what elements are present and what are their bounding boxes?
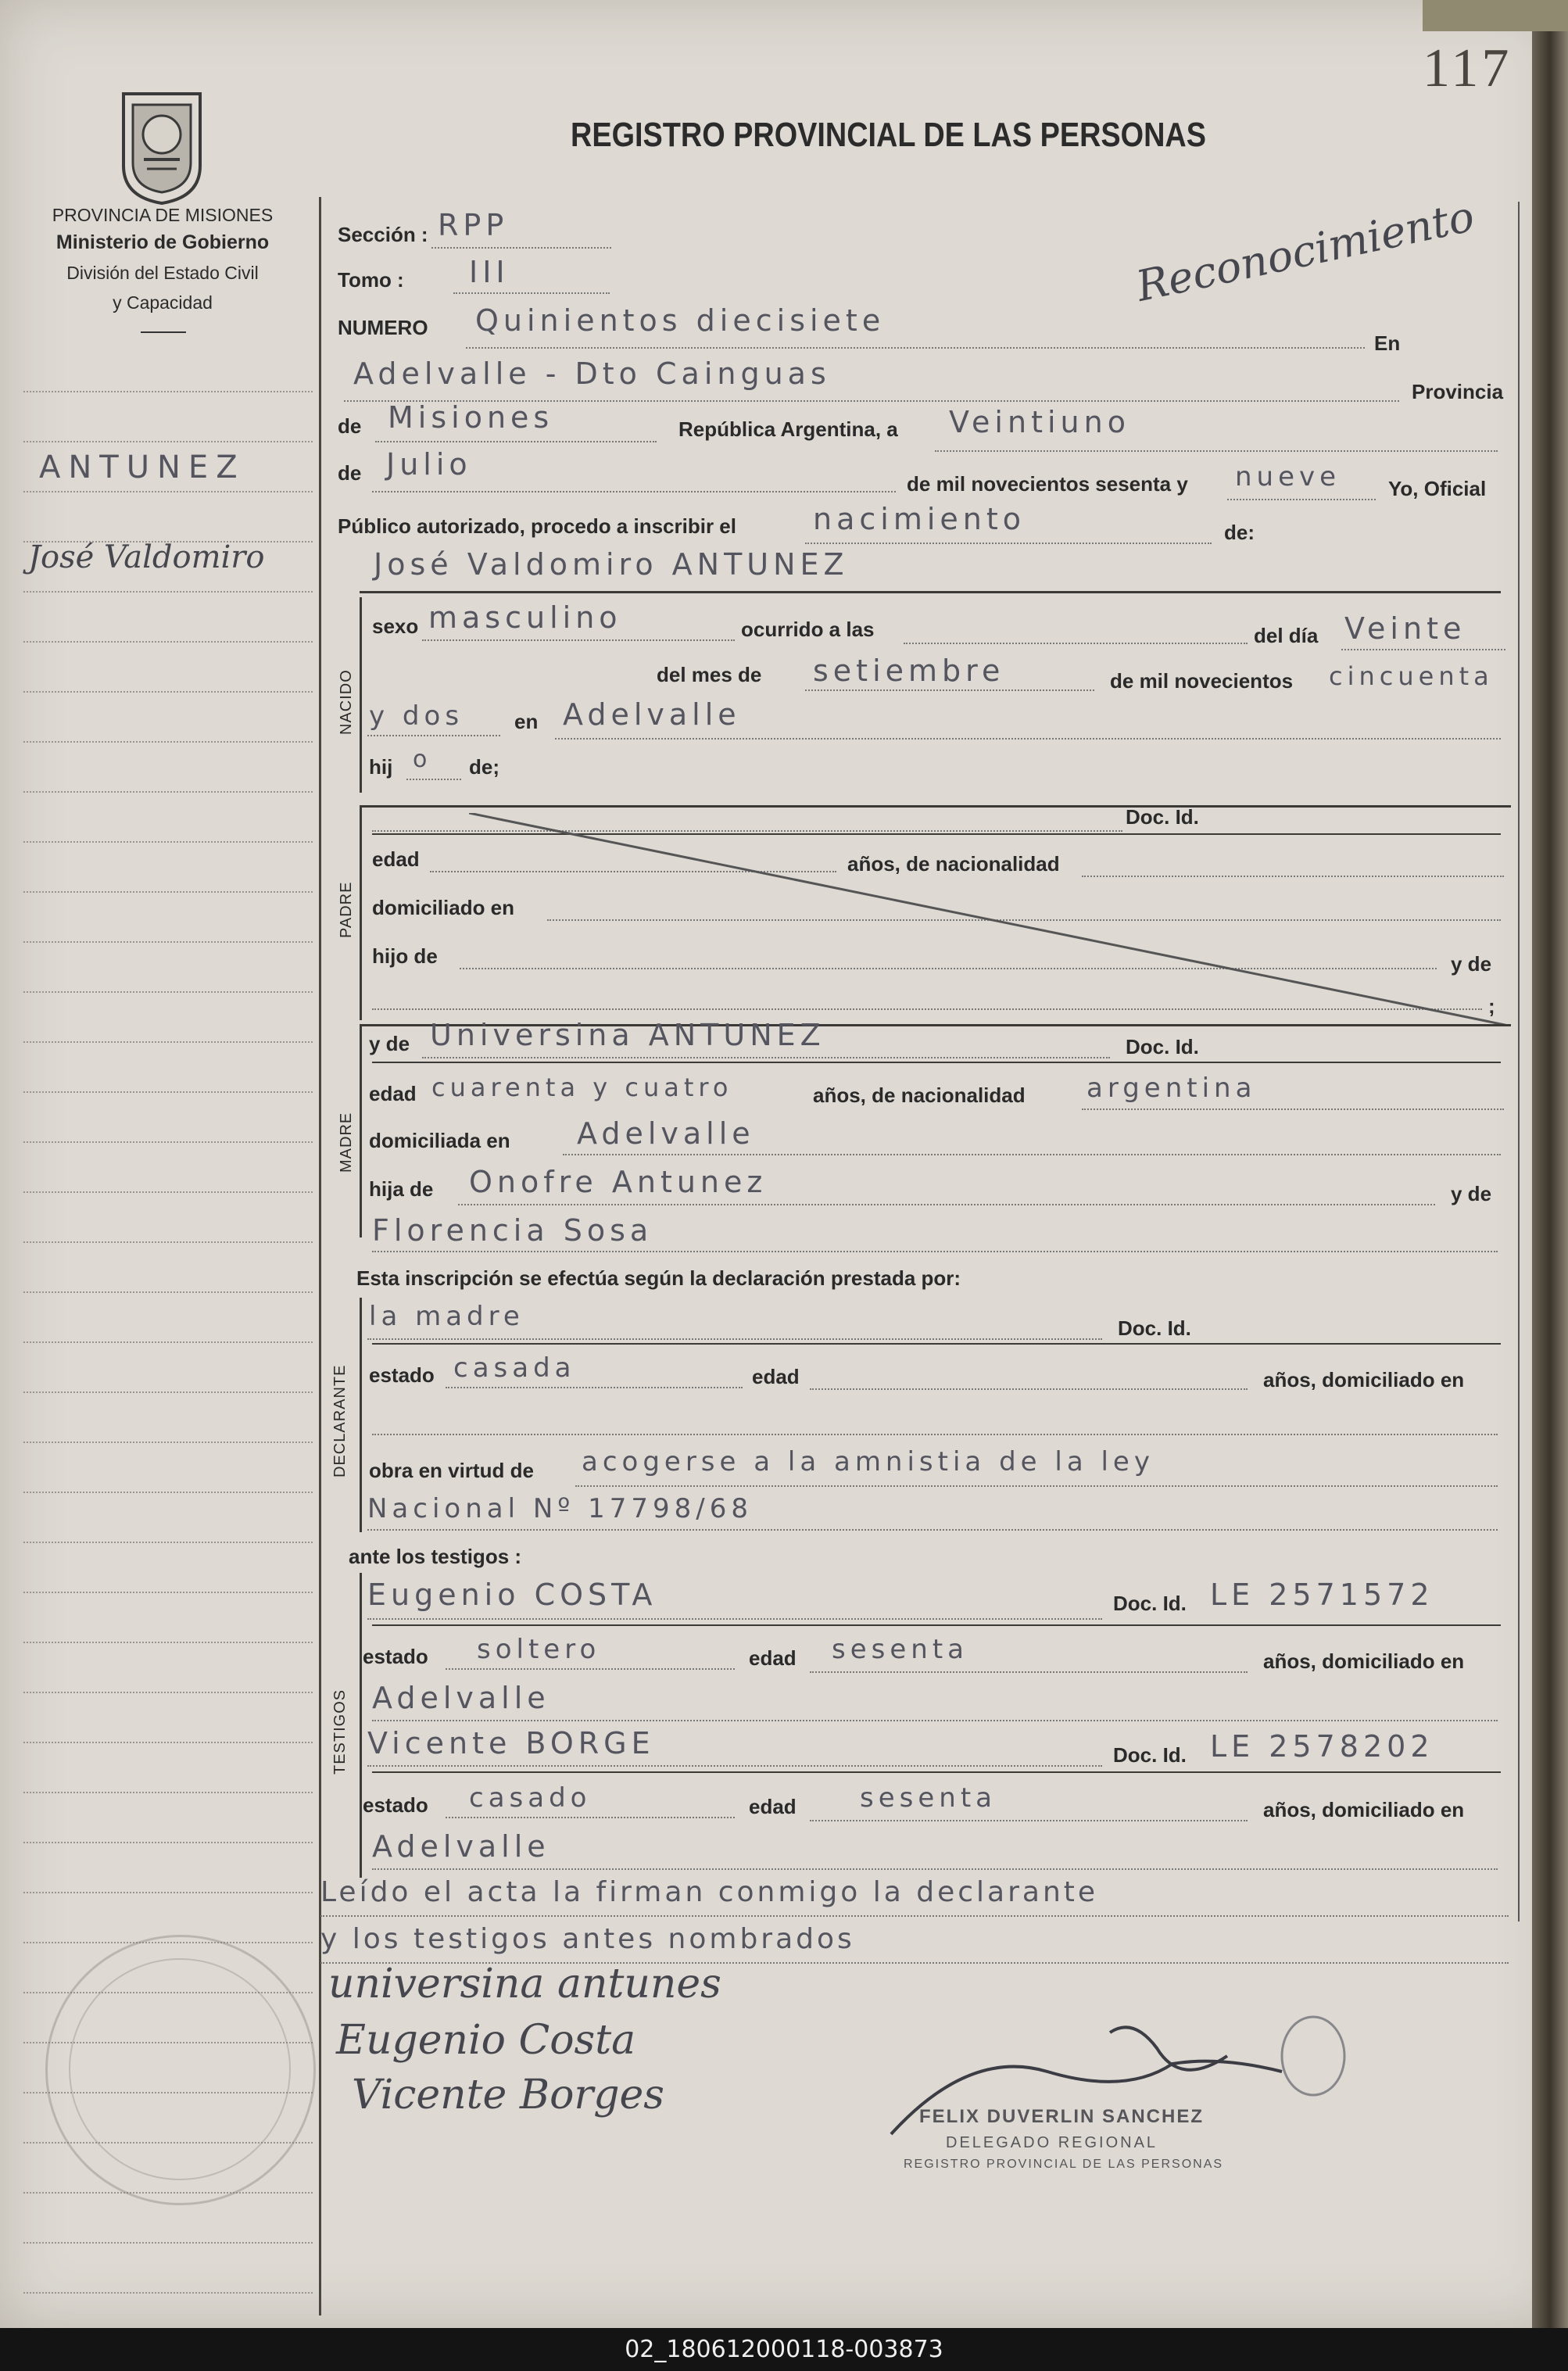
official-name: FELIX DUVERLIN SANCHEZ (919, 2106, 1205, 2127)
decl-edad-line (810, 1388, 1248, 1390)
margin-rule-line (23, 691, 313, 693)
testigo2-doc-label: Doc. Id. (1113, 1743, 1187, 1767)
madre-padre-value: Onofre Antunez (469, 1165, 768, 1199)
testigo2-dom-label: años, domiciliado en (1263, 1798, 1465, 1821)
madre-edad-value: cuarenta y cuatro (431, 1073, 733, 1102)
en-place-label: en (514, 710, 539, 733)
testigo2-edad-line (810, 1820, 1248, 1821)
testigo1-top-line (372, 1624, 1501, 1626)
obra-value-2: Nacional Nº 17798/68 (367, 1493, 753, 1524)
dia-nac-line (1341, 649, 1505, 650)
padre-yde-label: y de (1451, 952, 1492, 976)
mes-nac-line (805, 689, 1094, 691)
margin-rule-line (23, 2242, 313, 2244)
madre-dom-value: Adelvalle (577, 1116, 755, 1151)
margin-rule-line (23, 491, 313, 492)
padre-edad-label: edad (372, 847, 420, 871)
madre-hija-label: hija de (369, 1177, 434, 1201)
sexo-label: sexo (372, 614, 419, 638)
letterhead-ministry: Ministerio de Gobierno (55, 231, 270, 253)
testigo2-estado-label: estado (363, 1793, 428, 1817)
testigo1-estado-line (446, 1668, 735, 1670)
seccion-label: Sección : (338, 223, 428, 246)
hij-line (406, 779, 461, 780)
madre-nac-value: argentina (1087, 1073, 1257, 1104)
madre-edad-label: edad (369, 1082, 417, 1105)
sexo-value: masculino (428, 600, 622, 635)
anio-nac-a-value: cincuenta (1329, 661, 1494, 691)
decl-edad-label: edad (752, 1365, 800, 1388)
crossout-line (469, 813, 1509, 1026)
letterhead-capacity: y Capacidad (113, 292, 213, 313)
declarante-top-line (372, 1343, 1501, 1345)
tomo-value: III (469, 255, 510, 289)
tomo-label: Tomo : (338, 268, 404, 292)
nacido-section-label: NACIDO (338, 669, 355, 735)
obra-line-1 (575, 1485, 1498, 1487)
page-title: REGISTRO PROVINCIAL DE LAS PERSONAS (571, 116, 1206, 154)
right-rule (1518, 202, 1520, 1922)
margin-rule-line (23, 1642, 313, 1643)
margin-rule-line (23, 1692, 313, 1693)
margin-rule-line (23, 441, 313, 442)
mes-line (372, 491, 896, 492)
obra-value-1: acogerse a la amnistia de la ley (582, 1446, 1155, 1477)
hora-line (904, 643, 1248, 644)
del-mes-label: del mes de (657, 663, 762, 686)
signature-mother: universina antunes (328, 1961, 721, 2007)
yo-oficial-label: Yo, Oficial (1388, 477, 1487, 500)
inscripcion-label: Esta inscripción se efectúa según la declaración prestada por: (356, 1266, 961, 1290)
margin-rule-line (23, 941, 313, 943)
lugar-nac-line (555, 738, 1501, 740)
signature-witness-2: Vicente Borges (352, 2072, 664, 2118)
margin-given-names: José Valdomiro (28, 539, 265, 575)
madre-doc-label: Doc. Id. (1126, 1035, 1199, 1058)
dia-nac-value: Veinte (1344, 611, 1466, 646)
margin-rule-line (23, 1391, 313, 1393)
decl-estado-label: estado (369, 1363, 435, 1387)
testigo2-edad-value: sesenta (860, 1782, 997, 1814)
nombre-line (360, 591, 1501, 593)
testigo2-line (367, 1765, 1102, 1767)
obra-line-2 (367, 1529, 1498, 1531)
padre-hijo-label: hijo de (372, 944, 438, 968)
margin-rule-line (23, 991, 313, 993)
letterhead-province: PROVINCIA DE MISIONES (52, 205, 274, 225)
seccion-value: RPP (438, 208, 509, 242)
acto-line (805, 543, 1212, 544)
margin-rule-line (23, 1792, 313, 1793)
padre-semicolon: ; (1488, 994, 1495, 1018)
testigo2-estado-value: casado (469, 1782, 592, 1814)
en-label: En (1374, 331, 1401, 355)
del-dia-label: del día (1254, 624, 1319, 647)
madre-box (360, 1024, 1511, 1237)
testigo2-dom-line (372, 1868, 1498, 1870)
margin-rule-line (23, 1141, 313, 1143)
padre-doc-label: Doc. Id. (1126, 805, 1199, 829)
anio-value: nueve (1235, 461, 1341, 492)
testigos-label: ante los testigos : (349, 1545, 522, 1568)
obra-label: obra en virtud de (369, 1459, 534, 1482)
madre-madre-value: Florencia Sosa (372, 1213, 653, 1248)
decl-estado-line (446, 1387, 743, 1388)
de-mil-cinc-label: de mil novecientos (1110, 669, 1294, 693)
provincia-line (375, 441, 657, 442)
binding-tape (1423, 0, 1568, 31)
margin-rule-line (23, 1592, 313, 1593)
madre-nombre-value: Universina ANTUNEZ (430, 1018, 825, 1052)
dia-value: Veintiuno (949, 405, 1130, 439)
sexo-line (422, 639, 735, 641)
anio-nac-b-value: y dos (369, 700, 464, 732)
de2-label: de (338, 461, 362, 485)
lugar-value: Adelvalle - Dto Cainguas (353, 356, 831, 391)
testigo1-dom-label: años, domiciliado en (1263, 1649, 1465, 1673)
testigo1-doc-label: Doc. Id. (1113, 1592, 1187, 1615)
margin-rule (319, 197, 321, 2315)
margin-rule-line (23, 1191, 313, 1193)
margin-rule-line (23, 1291, 313, 1293)
testigo2-estado-line (446, 1817, 735, 1818)
image-id-footer: 02_180612000118-003873 (0, 2328, 1568, 2371)
numero-line (466, 347, 1365, 349)
madre-madre-line (372, 1251, 1498, 1252)
tomo-line (453, 292, 610, 294)
madre-dom-line (563, 1154, 1501, 1155)
declarante-section-label: DECLARANTE (331, 1364, 349, 1477)
madre-yde2-label: y de (1451, 1182, 1492, 1205)
margin-rule-line (23, 1041, 313, 1043)
mes-nac-value: setiembre (813, 654, 1005, 688)
letterhead-divider (141, 331, 186, 333)
nombre-value: José Valdomiro ANTUNEZ (374, 547, 849, 582)
provincial-seal-icon (116, 88, 208, 205)
madre-nombre-line (422, 1057, 1110, 1058)
seccion-line (431, 247, 611, 249)
numero-label: NUMERO (338, 316, 428, 339)
margin-rule-line (23, 1892, 313, 1893)
margin-rule-line (23, 741, 313, 743)
page-number: 117 (1423, 38, 1513, 98)
acto-value: nacimiento (813, 502, 1026, 536)
testigo1-estado-value: soltero (477, 1634, 601, 1665)
margin-rule-line (23, 891, 313, 893)
margin-rule-line (23, 841, 313, 843)
margin-rule-line (23, 1442, 313, 1443)
testigo1-estado-label: estado (363, 1645, 428, 1668)
madre-dom-label: domiciliada en (369, 1129, 510, 1152)
book-binding (1532, 0, 1568, 2328)
decl-dom-label: años, domiciliado en (1263, 1368, 1465, 1391)
declarante-doc-label: Doc. Id. (1118, 1316, 1191, 1340)
ocurrido-label: ocurrido a las (741, 618, 875, 641)
testigo1-edad-value: sesenta (832, 1634, 968, 1665)
cierre-line-1: Leído el acta la firman conmigo la declarante (320, 1876, 1099, 1908)
declarante-value: la madre (369, 1301, 524, 1332)
testigo1-value: Eugenio COSTA (367, 1578, 657, 1612)
testigo1-dom-line (372, 1720, 1498, 1721)
madre-section-label: MADRE (338, 1112, 355, 1173)
margin-surname: ANTUNEZ (39, 449, 245, 485)
signature-witness-1: Eugenio Costa (336, 2017, 636, 2064)
testigo1-edad-label: edad (749, 1646, 797, 1670)
margin-rule-line (23, 1241, 313, 1243)
margin-rule-line (23, 641, 313, 643)
madre-hija-line (458, 1204, 1435, 1205)
official-role: DELEGADO REGIONAL (946, 2134, 1158, 2151)
margin-rule-line (23, 1341, 313, 1343)
de-label: de (338, 414, 362, 438)
margin-rule-line (23, 591, 313, 593)
testigos-section-label: TESTIGOS (331, 1689, 349, 1775)
mes-value: Julio (386, 447, 472, 482)
de-semicolon-label: de; (469, 755, 499, 779)
padre-section-label: PADRE (338, 881, 355, 938)
testigo1-doc-value: LE 2571572 (1210, 1578, 1434, 1612)
anio-nac-b-line (367, 735, 500, 736)
margin-rule-line (23, 1542, 313, 1543)
cierre-line-2: y los testigos antes nombrados (320, 1923, 855, 1955)
mil-nov-label: de mil novecientos sesenta y (907, 472, 1188, 496)
testigo2-doc-value: LE 2578202 (1210, 1729, 1434, 1764)
official-office: REGISTRO PROVINCIAL DE LAS PERSONAS (904, 2158, 1224, 2171)
margin-rule-line (23, 2292, 313, 2294)
faded-stamp-inner (69, 1958, 291, 2180)
de-colon-label: de: (1224, 521, 1255, 544)
lugar-nac-value: Adelvalle (563, 697, 741, 732)
madre-yde-label: y de (369, 1032, 410, 1055)
numero-value: Quinientos diecisiete (475, 303, 886, 338)
margin-rule-line (23, 1091, 313, 1093)
margin-rule-line (23, 1742, 313, 1743)
republica-label: República Argentina, a (678, 417, 898, 441)
padre-nac-label: años, de nacionalidad (847, 852, 1060, 876)
testigo2-top-line (372, 1771, 1501, 1773)
declarante-line (367, 1338, 1102, 1340)
hij-suffix: o (413, 746, 432, 773)
cierre-rule-1 (320, 1915, 1509, 1917)
hij-label: hij (369, 755, 393, 779)
testigo2-dom-value: Adelvalle (372, 1829, 550, 1864)
dia-line (935, 450, 1498, 452)
decl-estado-value: casada (453, 1352, 576, 1384)
provincia-label: Provincia (1412, 380, 1504, 403)
padre-dom-label: domiciliado en (372, 896, 515, 919)
publico-label: Público autorizado, procedo a inscribir el (338, 514, 736, 538)
testigo1-line (367, 1618, 1102, 1620)
testigo2-value: Vicente BORGE (367, 1726, 655, 1760)
madre-top-line (372, 1062, 1501, 1063)
margin-rule-line (23, 1492, 313, 1493)
testigo2-edad-label: edad (749, 1795, 797, 1818)
testigo1-dom-value: Adelvalle (372, 1681, 550, 1715)
anio-line (1227, 499, 1376, 500)
margin-rule-line (23, 791, 313, 793)
stamp-note: Reconocimiento (1132, 191, 1479, 312)
margin-rule-line (23, 391, 313, 392)
margin-rule-line (23, 1842, 313, 1843)
testigo1-edad-line (810, 1671, 1248, 1673)
madre-nac-label: años, de nacionalidad (813, 1083, 1026, 1107)
letterhead-division: División del Estado Civil (66, 263, 259, 283)
madre-nac-line (1082, 1108, 1504, 1110)
decl-dom-line (372, 1434, 1498, 1435)
provincia-value: Misiones (388, 400, 554, 435)
